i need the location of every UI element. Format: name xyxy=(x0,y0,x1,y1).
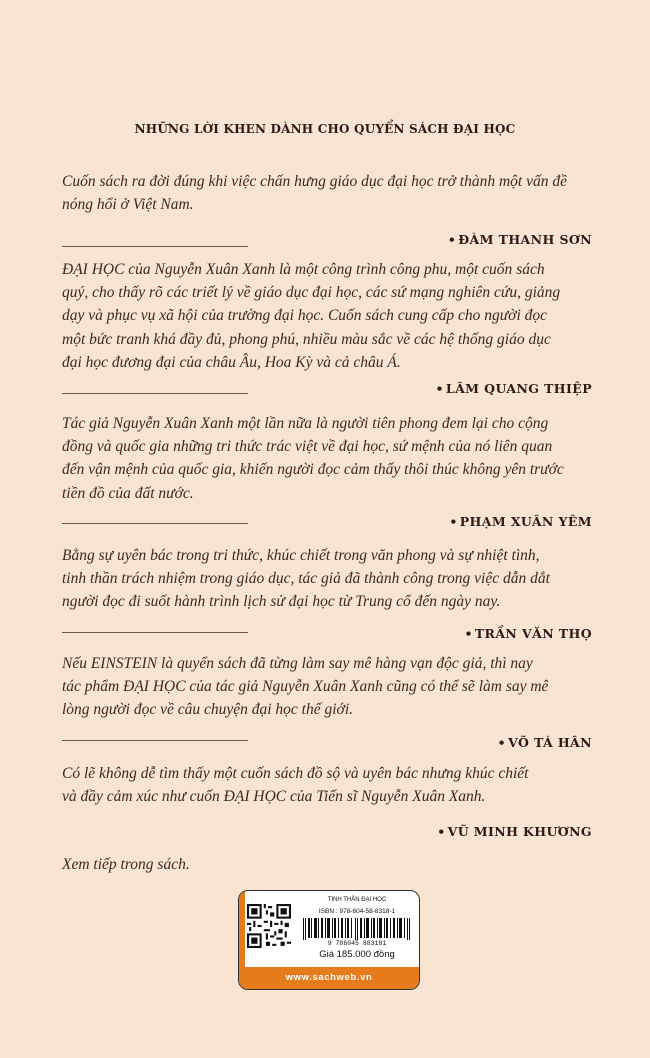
divider xyxy=(62,393,248,394)
divider xyxy=(62,632,248,633)
testimonial-1-author: • ĐÀM THANH SƠN xyxy=(447,232,592,247)
quote-line: Bằng sự uyên bác trong tri thức, khúc chiết trong văn phong và sự nhiệt tình, xyxy=(62,547,540,564)
author-name: VŨ MINH KHƯƠNG xyxy=(447,824,592,839)
testimonial-1-quote xyxy=(62,170,602,216)
quote-line: Cuốn sách ra đời đúng khi việc chấn hưng giáo dục đại học trở thành một vấn đề xyxy=(62,173,567,190)
page-heading: NHỮNG LỜI KHEN DÀNH CHO QUYỂN SÁCH ĐẠI HỌC xyxy=(134,122,516,136)
author-name: VÕ TÁ HÂN xyxy=(508,735,592,750)
price-text: Giá 185.000 đồng xyxy=(319,949,395,960)
testimonial-3-quote xyxy=(62,412,602,505)
testimonial-4-quote xyxy=(62,544,602,614)
sticker-title: TINH THẦN ĐẠI HỌC xyxy=(327,897,387,903)
author-name: TRẦN VĂN THỌ xyxy=(474,626,592,641)
author-name: PHẠM XUÂN YÊM xyxy=(459,514,592,529)
barcode-digits: 9 786045 883181 xyxy=(327,940,387,947)
quote-line: lòng người đọc về câu chuyện đại học thế giới. xyxy=(62,701,354,719)
website-label: www.sachweb.vn xyxy=(239,967,419,989)
quote-line: và đầy cảm xúc như cuốn ĐẠI HỌC của Tiến sĩ Nguyễn Xuân Xanh. xyxy=(62,788,486,806)
isbn-text: ISBN : 978-604-58-8318-1 xyxy=(318,908,396,915)
quote-line: đại học đương đại của châu Âu, Hoa Kỳ và cả châu Á. xyxy=(62,353,401,371)
see-more-text: Xem tiếp trong sách. xyxy=(62,856,190,873)
quote-line: đến vận mệnh của quốc gia, khiến người đọc cảm thấy thôi thúc không yên trước xyxy=(62,461,564,479)
quote-line: người đọc đi suốt hành trình lịch sử đại học từ Trung cổ đến ngày nay. xyxy=(62,593,501,611)
testimonial-3-author: • PHẠM XUÂN YÊM xyxy=(449,514,592,529)
testimonial-5-author: • VÕ TÁ HÂN xyxy=(497,735,592,750)
quote-line: dạy và phục vụ xã hội của trường đại học. Cuốn sách cung cấp cho người đọc xyxy=(62,307,548,325)
barcode-icon xyxy=(301,918,413,940)
quote-line: một bức tranh khá đầy đủ, phong phú, nhiều màu sắc về các hệ thống giáo dục xyxy=(62,330,551,348)
quote-line: tiền đồ của đất nước. xyxy=(62,484,194,502)
testimonial-5-quote xyxy=(62,652,602,722)
testimonial-6-author: • VŨ MINH KHƯƠNG xyxy=(437,824,592,839)
quote-line: đồng và quốc gia những tri thức trác việt về đại học, sứ mệnh của nó liên quan xyxy=(62,438,553,456)
quote-line: Nếu EINSTEIN là quyển sách đã từng làm say mê hàng vạn độc giả, thì nay xyxy=(62,655,533,672)
testimonial-2-quote xyxy=(62,258,602,374)
quote-line: Có lẽ không dễ tìm thấy một cuốn sách đồ sộ và uyên bác nhưng khúc chiết xyxy=(62,765,529,782)
testimonial-2-author: • LÂM QUANG THIỆP xyxy=(435,381,592,396)
divider xyxy=(62,740,248,741)
quote-line: Tác giả Nguyễn Xuân Xanh một lần nữa là người tiên phong đem lại cho cộng xyxy=(62,415,549,432)
barcode-sticker xyxy=(238,890,420,990)
qr-code-icon xyxy=(247,904,291,948)
divider xyxy=(62,523,248,524)
quote-line: ĐẠI HỌC của Nguyễn Xuân Xanh là một công trình công phu, một cuốn sách xyxy=(62,261,545,278)
quote-line: nóng hổi ở Việt Nam. xyxy=(62,196,194,214)
testimonial-6-quote xyxy=(62,762,602,808)
testimonial-4-author: • TRẦN VĂN THỌ xyxy=(464,626,592,641)
author-name: ĐÀM THANH SƠN xyxy=(458,232,592,247)
sticker-accent-strip xyxy=(239,891,245,967)
quote-line: tinh thần trách nhiệm trong giáo dục, tác giả đã thành công trong việc dẫn dắt xyxy=(62,570,550,588)
author-name: LÂM QUANG THIỆP xyxy=(445,381,592,396)
divider xyxy=(62,246,248,247)
quote-line: tác phẩm ĐẠI HỌC của tác giả Nguyễn Xuân Xanh cũng có thể sẽ làm say mê xyxy=(62,678,549,696)
quote-line: quý, cho thấy rõ các triết lý về giáo dục đại học, các sứ mạng nghiên cứu, giảng xyxy=(62,284,561,302)
